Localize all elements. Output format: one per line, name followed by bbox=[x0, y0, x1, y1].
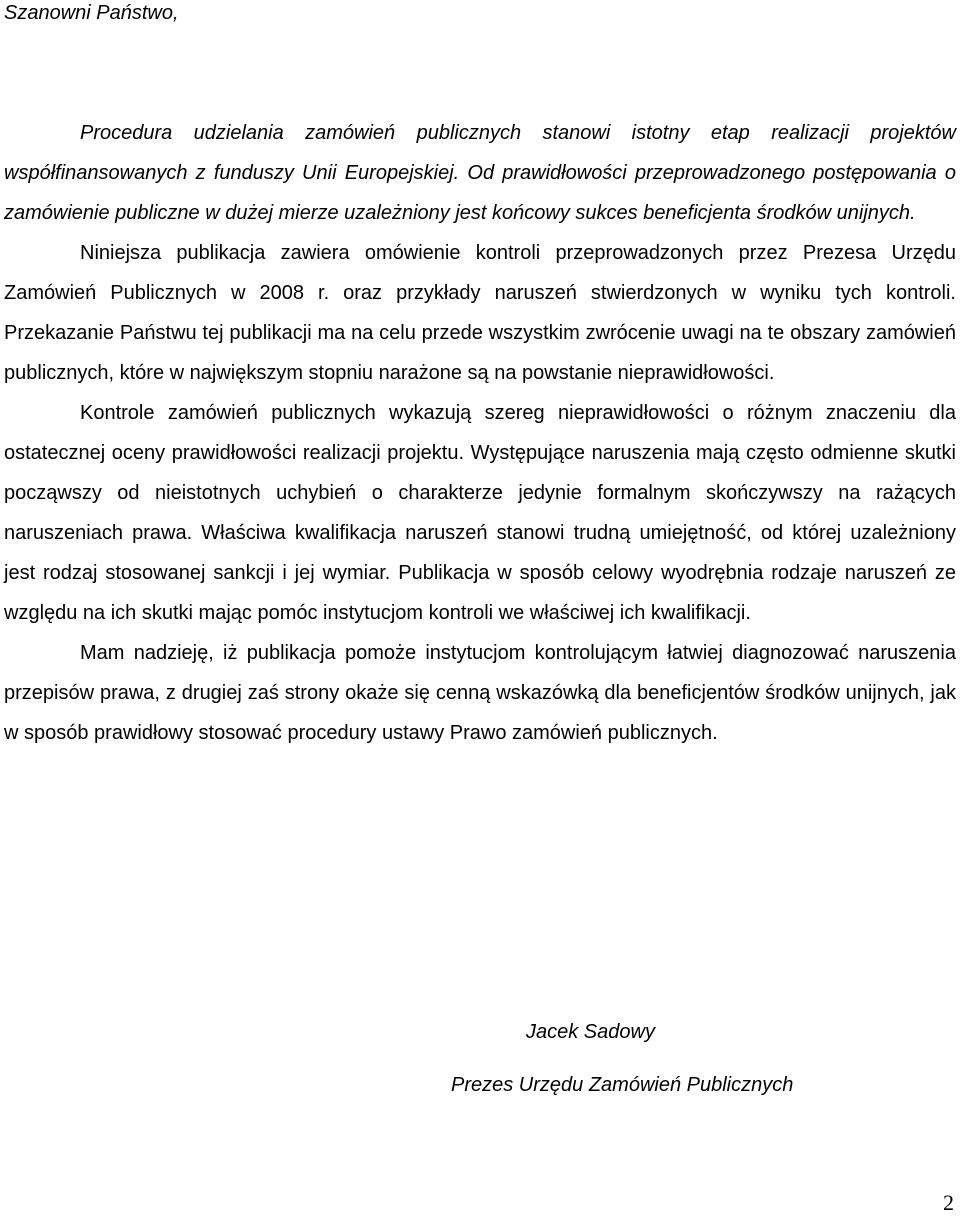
paragraph-controls: Kontrole zamówień publicznych wykazują szereg nieprawidłowości o różnym znaczeniu dla ostatecznej oceny prawidłowości realizacji projektu. Występujące naruszenia mają często odmienne skutki począwszy od nieistotnych uchybień o charakterze jedynie formalnym skończywszy na rażących naruszeniach prawa. Właściwa kwalifikacja naruszeń stanowi trudną umiejętność, od której uzależniony jest rodzaj stosowanej sankcji i jej wymiar. Publikacja w sposób celowy wyodrębnia rodzaje naruszeń ze względu na ich skutki mając pomóc instytucjom kontroli we właściwej ich kwalifikacji. bbox=[4, 402, 956, 624]
signature-title: Prezes Urzędu Zamówień Publicznych bbox=[451, 1074, 794, 1096]
page-number: 2 bbox=[943, 1190, 954, 1215]
letter-body bbox=[4, 113, 956, 753]
paragraph-intro: Procedura udzielania zamówień publicznych stanowi istotny etap realizacji projektów współfinansowanych z funduszy Unii Europejskiej. Od prawidłowości przeprowadzonego postępowania o zamówienie publiczne w dużej mierze uzależniony jest końcowy sukces beneficjenta środków unijnych. bbox=[4, 122, 956, 224]
paragraph-publication: Niniejsza publikacja zawiera omówienie kontroli przeprowadzonych przez Prezesa Urzędu Zamówień Publicznych w 2008 r. oraz przykłady naruszeń stwierdzonych w wyniku tych kontroli. Przekazanie Państwu tej publikacji ma na celu przede wszystkim zwrócenie uwagi na te obszary zamówień publicznych, które w największym stopniu narażone są na powstanie nieprawidłowości. bbox=[4, 242, 956, 384]
signature-name: Jacek Sadowy bbox=[526, 1021, 655, 1043]
salutation: Szanowni Państwo, bbox=[4, 2, 179, 24]
paragraph-hope: Mam nadzieję, iż publikacja pomoże instytucjom kontrolującym łatwiej diagnozować naruszenia przepisów prawa, z drugiej zaś strony okaże się cenną wskazówką dla beneficjentów środków unijnych, jak w sposób prawidłowy stosować procedury ustawy Prawo zamówień publicznych. bbox=[4, 642, 956, 744]
